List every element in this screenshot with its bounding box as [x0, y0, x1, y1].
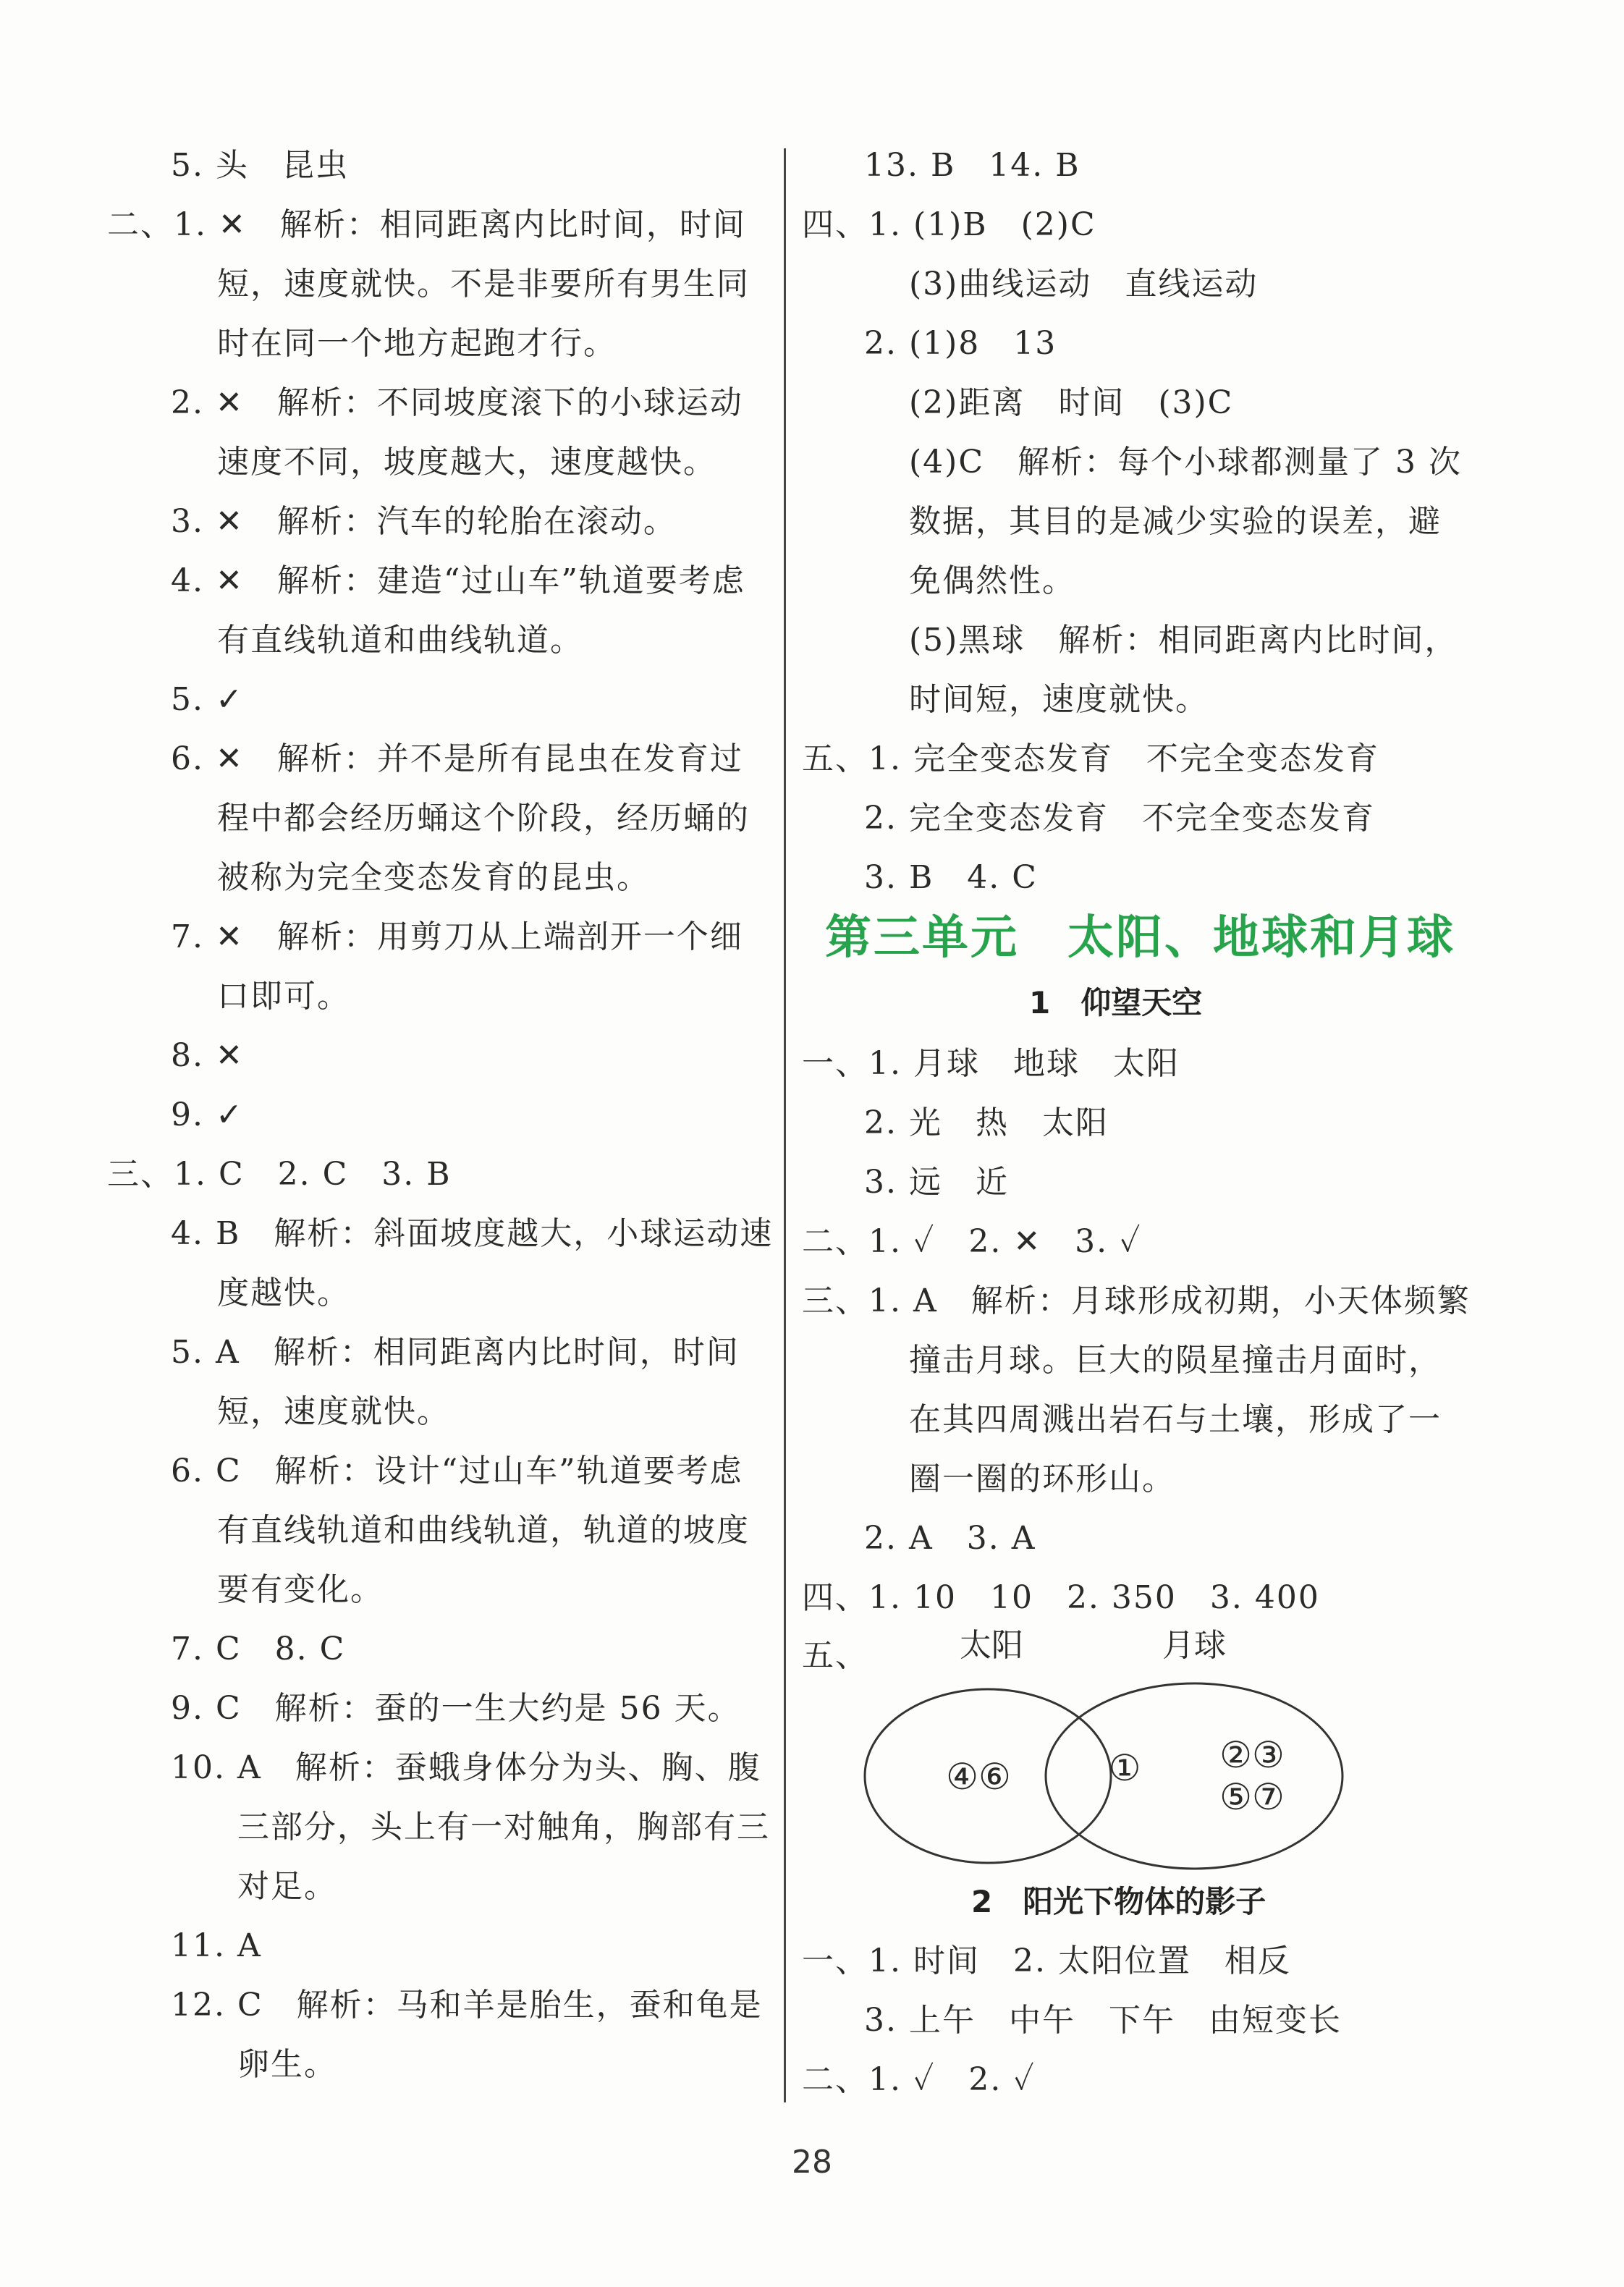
- answer-line: 度越快。: [217, 1274, 350, 1311]
- answer-line: 圈一圈的环形山。: [909, 1460, 1175, 1497]
- answer-line: 2. 完全变态发育 不完全变态发育: [864, 800, 1375, 837]
- answer-line: 3. 上午 中午 下午 由短变长: [864, 2002, 1342, 2039]
- answer-line: 速度不同，坡度越大，速度越快。: [217, 444, 716, 481]
- unit-heading: 第三单元 太阳、地球和月球: [825, 911, 1455, 965]
- answer-line: 五、: [802, 1637, 868, 1674]
- answer-line: 2. ✕ 解析：不同坡度滚下的小球运动: [171, 384, 743, 421]
- answer-line: 4. ✕ 解析：建造“过山车”轨道要考虑: [171, 562, 745, 599]
- lesson-title: 1 仰望天空: [1029, 985, 1203, 1020]
- answer-line: (2)距离 时间 (3)C: [909, 384, 1234, 421]
- answer-line: 数据，其目的是减少实验的误差，避: [909, 503, 1442, 540]
- answer-line: 有直线轨道和曲线轨道，轨道的坡度: [217, 1512, 750, 1549]
- answer-line: 二、1. ✓ 2. ✕ 3. ✓: [802, 1223, 1142, 1260]
- answer-line: 12. C 解析：马和羊是胎生，蚕和龟是: [171, 1987, 763, 2024]
- venn-both: ①: [1108, 1747, 1141, 1789]
- answer-line: 8. ✕: [171, 1037, 244, 1074]
- answer-line: 三、1. A 解析：月球形成初期，小天体频繁: [802, 1282, 1471, 1319]
- answer-line: 免偶然性。: [909, 562, 1075, 599]
- answer-line: 撞击月球。巨大的陨星撞击月面时，: [909, 1342, 1442, 1379]
- answer-line: 7. C 8. C: [171, 1631, 346, 1667]
- answer-line: 6. C 解析：设计“过山车”轨道要考虑: [171, 1453, 743, 1489]
- answer-line: 13. B 14. B: [864, 147, 1080, 184]
- answer-line: 有直线轨道和曲线轨道。: [217, 622, 583, 659]
- venn-moon-only-2: ⑤⑦: [1219, 1776, 1285, 1818]
- answer-line: 2. (1)8 13: [864, 325, 1057, 362]
- answer-line: 10. A 解析：蚕蛾身体分为头、胸、腹: [171, 1749, 761, 1786]
- venn-label-moon: 月球: [1162, 1627, 1226, 1664]
- answer-line: 被称为完全变态发育的昆虫。: [217, 859, 650, 896]
- answer-line: 6. ✕ 解析：并不是所有昆虫在发育过: [171, 740, 743, 777]
- answer-line: 四、1. 10 10 2. 350 3. 400: [802, 1579, 1320, 1616]
- answer-line: 五、1. 完全变态发育 不完全变态发育: [802, 740, 1379, 777]
- answer-line: 2. 光 热 太阳: [864, 1104, 1109, 1141]
- answer-line: 短，速度就快。不是非要所有男生同: [217, 266, 750, 303]
- venn-sun-only: ④⑥: [946, 1756, 1011, 1798]
- answer-line: 程中都会经历蛹这个阶段，经历蛹的: [217, 800, 750, 837]
- answer-line: (3)曲线运动 直线运动: [909, 266, 1259, 303]
- answer-line: 9. ✓: [171, 1096, 244, 1133]
- answer-line: 四、1. (1)B (2)C: [802, 206, 1096, 243]
- answer-line: 5. ✓: [171, 681, 244, 718]
- answer-line: 3. ✕ 解析：汽车的轮胎在滚动。: [171, 503, 677, 540]
- answer-line: 3. B 4. C: [864, 859, 1038, 896]
- answer-line: 4. B 解析：斜面坡度越大，小球运动速: [171, 1215, 774, 1252]
- answer-line: 一、1. 时间 2. 太阳位置 相反: [802, 1943, 1291, 1979]
- page-number: 28: [792, 2144, 832, 2181]
- answer-line: 二、1. ✕ 解析：相同距离内比时间，时间: [107, 206, 746, 243]
- answer-line: (5)黑球 解析：相同距离内比时间，: [909, 622, 1458, 659]
- answer-line: 11. A: [171, 1927, 262, 1964]
- answer-line: 短，速度就快。: [217, 1393, 450, 1430]
- column-divider: [784, 148, 786, 2102]
- answer-line: 口即可。: [217, 978, 350, 1015]
- answer-line: 5. A 解析：相同距离内比时间，时间: [171, 1334, 740, 1371]
- lesson-title: 2 阳光下物体的影子: [971, 1884, 1266, 1919]
- answer-line: 一、1. 月球 地球 太阳: [802, 1045, 1180, 1082]
- answer-line: 卵生。: [237, 2046, 337, 2083]
- answer-line: 5. 头 昆虫: [171, 147, 349, 184]
- answer-line: 三部分，头上有一对触角，胸部有三: [237, 1809, 770, 1846]
- answer-line: 2. A 3. A: [864, 1520, 1036, 1557]
- answer-line: 三、1. C 2. C 3. B: [107, 1156, 452, 1193]
- venn-moon-only-1: ②③: [1219, 1734, 1285, 1776]
- answer-line: 时在同一个地方起跑才行。: [217, 325, 617, 362]
- answer-line: 9. C 解析：蚕的一生大约是 56 天。: [171, 1690, 741, 1727]
- answer-line: 要有变化。: [217, 1571, 384, 1608]
- answer-line: 3. 远 近: [864, 1164, 1009, 1201]
- answer-line: 在其四周溅出岩石与土壤，形成了一: [909, 1401, 1442, 1438]
- moon-circle: [1046, 1683, 1342, 1869]
- venn-label-sun: 太阳: [960, 1627, 1023, 1664]
- answer-line: 7. ✕ 解析：用剪刀从上端剖开一个细: [171, 918, 743, 955]
- venn-diagram: [861, 1623, 1397, 1883]
- answer-line: 时间短，速度就快。: [909, 681, 1209, 718]
- answer-line: 对足。: [237, 1868, 337, 1905]
- answer-line: (4)C 解析：每个小球都测量了 3 次: [909, 444, 1462, 481]
- answer-line: 二、1. ✓ 2. ✓: [802, 2061, 1036, 2098]
